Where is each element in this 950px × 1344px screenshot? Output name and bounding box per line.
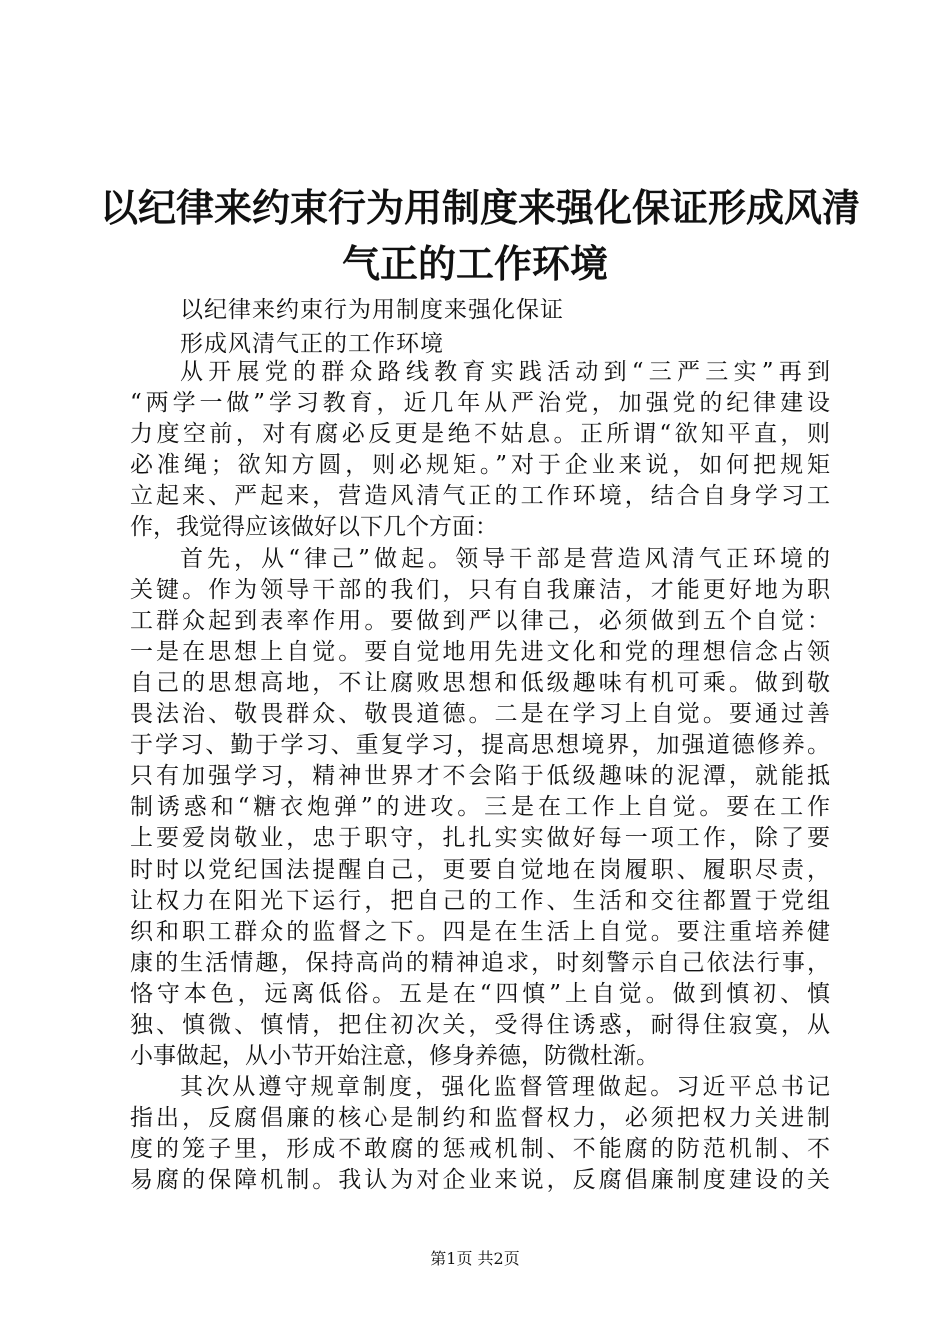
paragraph-line: 上要爱岗敬业，忠于职守，扎扎实实做好每一项工作，除了要 [130, 825, 830, 852]
paragraph-1 [130, 357, 830, 544]
document-subtitle-line-2: 形成风清气正的工作环境 [180, 331, 444, 357]
paragraph-line: 康的生活情趣，保持高尚的精神追求，时刻警示自己依法行事， [130, 949, 830, 976]
paragraph-line: 易腐的保障机制。我认为对企业来说，反腐倡廉制度建设的关 [130, 1167, 830, 1194]
document-body [130, 357, 830, 1197]
paragraph-line: 自己的思想高地，不让腐败思想和低级趣味有机可乘。做到敬 [130, 669, 830, 696]
paragraph-line: 制诱惑和“糖衣炮弹”的进攻。三是在工作上自觉。要在工作 [130, 794, 830, 821]
document-title-line-1: 以纪律来约束行为用制度来强化保证形成风清 [100, 185, 861, 230]
page-number-footer: 第1页 共2页 [430, 1249, 520, 1268]
document-title-line-2: 气正的工作环境 [341, 241, 608, 286]
paragraph-2 [130, 544, 830, 1073]
paragraph-line: 首先，从“律己”做起。领导干部是营造风清气正环境的 [180, 545, 830, 572]
paragraph-line: 畏法治、敬畏群众、敬畏道德。二是在学习上自觉。要通过善 [130, 701, 830, 728]
paragraph-line: 时时以党纪国法提醒自己，更要自觉地在岗履职、履职尽责， [130, 856, 830, 883]
paragraph-line: 独、慎微、慎情，把住初次关，受得住诱惑，耐得住寂寞，从 [130, 1011, 830, 1038]
paragraph-line: “两学一做”学习教育，近几年从严治党，加强党的纪律建设 [130, 390, 830, 417]
paragraph-line: 度的笼子里，形成不敢腐的惩戒机制、不能腐的防范机制、不 [130, 1136, 830, 1163]
document-subtitle-line-1: 以纪律来约束行为用制度来强化保证 [180, 297, 564, 323]
paragraph-line: 恪守本色，远离低俗。五是在“四慎”上自觉。做到慎初、慎 [130, 980, 830, 1007]
paragraph-line: 从开展党的群众路线教育实践活动到“三严三实”再到 [180, 359, 830, 385]
paragraph-line: 让权力在阳光下运行，把自己的工作、生活和交往都置于党组 [130, 887, 830, 914]
paragraph-line: 织和职工群众的监督之下。四是在生活上自觉。要注重培养健 [130, 918, 830, 945]
paragraph-line: 于学习、勤于学习、重复学习，提高思想境界，加强道德修养。 [130, 732, 830, 759]
paragraph-line: 其次从遵守规章制度，强化监督管理做起。习近平总书记 [180, 1074, 830, 1101]
paragraph-line: 作，我觉得应该做好以下几个方面： [130, 514, 498, 541]
paragraph-line: 必准绳；欲知方圆，则必规矩。”对于企业来说，如何把规矩 [130, 452, 830, 479]
paragraph-line: 关键。作为领导干部的我们，只有自我廉洁，才能更好地为职 [130, 576, 830, 603]
paragraph-line: 一是在思想上自觉。要自觉地用先进文化和党的理想信念占领 [130, 638, 830, 665]
paragraph-line: 小事做起，从小节开始注意，修身养德，防微杜渐。 [130, 1043, 659, 1070]
paragraph-line: 工群众起到表率作用。要做到严以律己，必须做到五个自觉： [130, 607, 830, 634]
paragraph-3 [130, 1072, 830, 1196]
paragraph-line: 力度空前，对有腐必反更是绝不姑息。正所谓“欲知平直，则 [130, 421, 830, 448]
paragraph-line: 只有加强学习，精神世界才不会陷于低级趣味的泥潭，就能抵 [130, 763, 830, 790]
paragraph-line: 指出，反腐倡廉的核心是制约和监督权力，必须把权力关进制 [130, 1105, 830, 1132]
paragraph-line: 立起来、严起来，营造风清气正的工作环境，结合自身学习工 [130, 483, 830, 510]
